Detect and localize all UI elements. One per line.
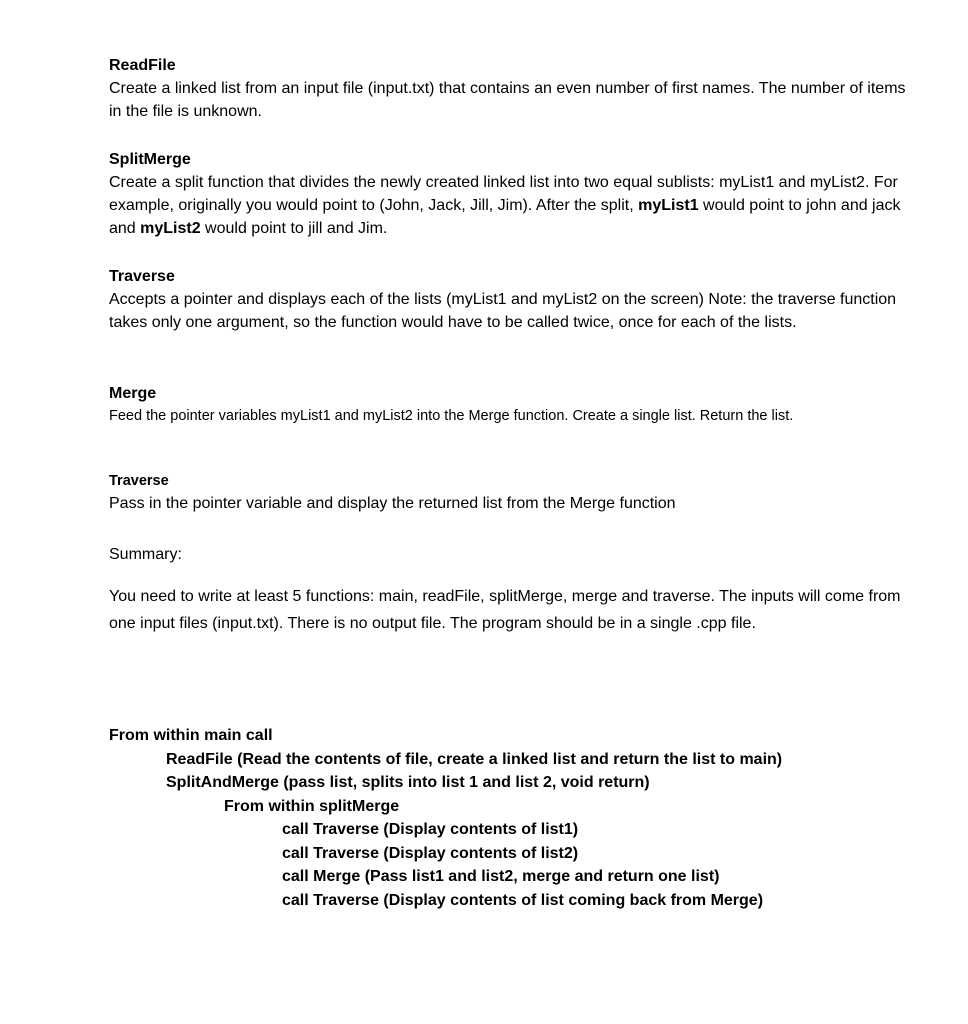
merge-heading: Merge — [109, 385, 157, 402]
section-splitmerge — [109, 148, 908, 240]
outline-readfile: ReadFile (Read the contents of file, create a linked list and return the list to main) — [166, 750, 783, 768]
summary-body: You need to write at least 5 functions: main, readFile, splitMerge, merge and traverse. The inputs will come from one input files (input.txt). There is no output file. The program should be in a single .cpp file. — [109, 588, 901, 632]
traverse2-heading: Traverse — [109, 473, 169, 489]
outline-within-splitmerge: From within splitMerge — [224, 797, 400, 815]
readfile-body: Create a linked list from an input file (input.txt) that contains an even number of first names. The number of items in the file is unknown. — [109, 80, 906, 120]
section-traverse-1 — [109, 265, 908, 334]
splitmerge-mylist2-bold: myList2 — [140, 220, 201, 237]
section-summary — [109, 583, 908, 637]
traverse1-body: Accepts a pointer and displays each of the lists (myList1 and myList2 on the screen) Note: the traverse function takes only one argument, so the function would have to be called twice, once for each of the lists. — [109, 291, 897, 331]
splitmerge-body-text-1: Create a split function that divides the newly created linked list into two equal sublists: myList1 and myList2. For example, originally you would point to (John, Jack, Jill, Jim). After the split, — [109, 174, 898, 214]
section-traverse-2 — [109, 470, 908, 515]
splitmerge-body — [109, 171, 908, 240]
readfile-heading: ReadFile — [109, 57, 176, 74]
section-merge — [109, 382, 908, 427]
section-readfile — [109, 54, 908, 123]
outline-call-traverse-list1: call Traverse (Display contents of list1) — [282, 821, 579, 838]
merge-body: Feed the pointer variables myList1 and myList2 into the Merge function. Create a single list. Return the list. — [109, 408, 794, 424]
outline-splitandmerge: SplitAndMerge (pass list, splits into list 1 and list 2, void return) — [166, 774, 650, 791]
outline-call-merge: call Merge (Pass list1 and list2, merge and return one list) — [282, 868, 720, 885]
outline-call-traverse-list2: call Traverse (Display contents of list2) — [282, 844, 579, 862]
traverse2-body: Pass in the pointer variable and display the returned list from the Merge function — [109, 495, 676, 512]
splitmerge-body-text-3: would point to jill and Jim. — [200, 220, 388, 237]
outline-main: From within main call — [109, 727, 273, 744]
call-outline — [109, 724, 928, 912]
splitmerge-heading: SplitMerge — [109, 151, 191, 168]
splitmerge-mylist1-bold: myList1 — [638, 197, 699, 214]
traverse1-heading: Traverse — [109, 268, 175, 285]
splitmerge-body-text-2: would point to john and jack and — [109, 197, 901, 237]
outline-call-traverse-merged: call Traverse (Display contents of list coming back from Merge) — [282, 891, 764, 909]
summary-label: Summary: — [109, 546, 182, 563]
